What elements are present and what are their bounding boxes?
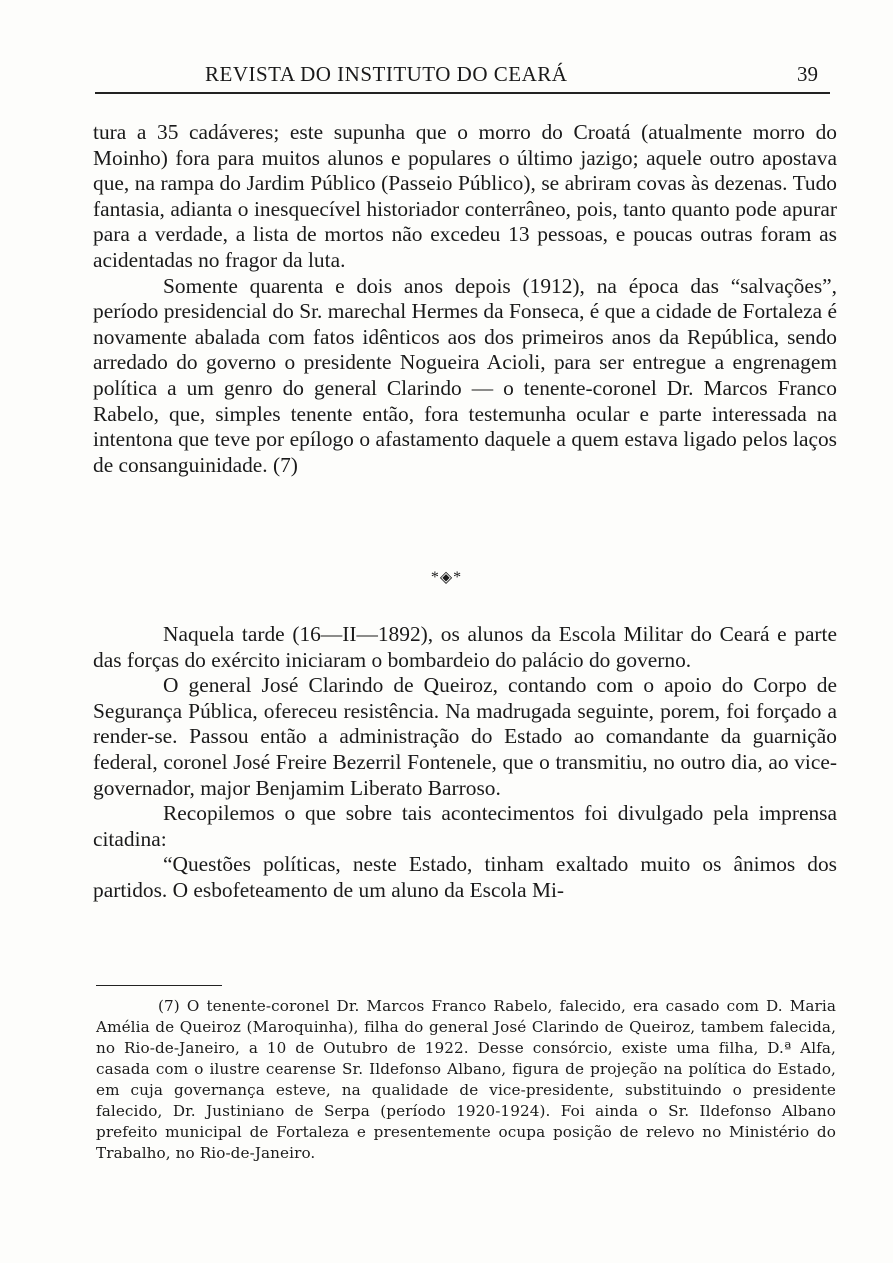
paragraph: tura a 35 cadáveres; este supunha que o morro do Croatá (atualmente morro do Moinho) fora para muitos alunos e populares o último jazigo; aquele outro apostava que, na rampa do Jardim Público (Passeio Público), se abriram covas às dezenas. Tudo fantasia, adianta o inesquecível historiador conterrâneo, pois, tanto quanto pode apurar para a verdade, a lista de mortos não excedeu 13 pessoas, e poucas outras foram as acidentadas no fragor da luta. xyxy=(93,120,837,272)
footnote-divider xyxy=(96,985,222,986)
paragraph: O general José Clarindo de Queiroz, contando com o apoio do Corpo de Segurança Pública, ofereceu resistência. Na madrugada seguinte, porem, foi forçado a render-se. Passou então a administração do Estado ao comandante da guarnição federal, coronel José Freire Bezerril Fontenele, que o transmitiu, no outro dia, ao vice-governador, major Benjamim Liberato Barroso. xyxy=(93,673,837,800)
paragraph: Naquela tarde (16—II—1892), os alunos da Escola Militar do Ceará e parte das forças do exército iniciaram o bombardeio do palácio do governo. xyxy=(93,622,837,672)
page-header xyxy=(95,62,830,94)
main-text-upper xyxy=(93,120,837,478)
main-text-lower xyxy=(93,622,837,904)
footnote-text: (7) O tenente-coronel Dr. Marcos Franco Rabelo, falecido, era casado com D. Maria Amélia de Queiroz (Maroquinha), filha do general José Clarindo de Queiroz, tambem falecida, no Rio-de-Janeiro, a 10 de Outubro de 1922. Desse consórcio, existe uma filha, D.ª Alfa, casada com o ilustre cearense Sr. Ildefonso Albano, figura de projeção na política do Estado, em cuja governança esteve, na qualidade de vice-presidente, substituindo o presidente falecido, Dr. Justiniano de Serpa (período 1920-1924). Foi ainda o Sr. Ildefonso Albano prefeito municipal de Fortaleza e presentemente ocupa posição de relevo no Ministério do Trabalho, no Rio-de-Janeiro. xyxy=(96,997,836,1162)
footnote xyxy=(96,996,836,1164)
section-separator: *◈* xyxy=(430,569,463,586)
journal-title: REVISTA DO INSTITUTO DO CEARÁ xyxy=(205,62,568,86)
paragraph: Recopilemos o que sobre tais acontecimentos foi divulgado pela imprensa citadina: xyxy=(93,801,837,851)
paragraph: “Questões políticas, neste Estado, tinham exaltado muito os ânimos dos partidos. O esbofeteamento de um aluno da Escola Mi- xyxy=(93,852,837,902)
page-number: 39 xyxy=(797,62,818,86)
paragraph: Somente quarenta e dois anos depois (1912), na época das “salvações”, período presidencial do Sr. marechal Hermes da Fonseca, é que a cidade de Fortaleza é novamente abalada com fatos idênticos aos dos primeiros anos da República, sendo arredado do governo o presidente Nogueira Acioli, para ser entregue a engrenagem política a um genro do general Clarindo — o tenente-coronel Dr. Marcos Franco Rabelo, que, simples tenente então, fora testemunha ocular e parte interessada na intentona que teve por epílogo o afastamento daquele a quem estava ligado pelos laços de consanguinidade. (7) xyxy=(93,273,837,477)
